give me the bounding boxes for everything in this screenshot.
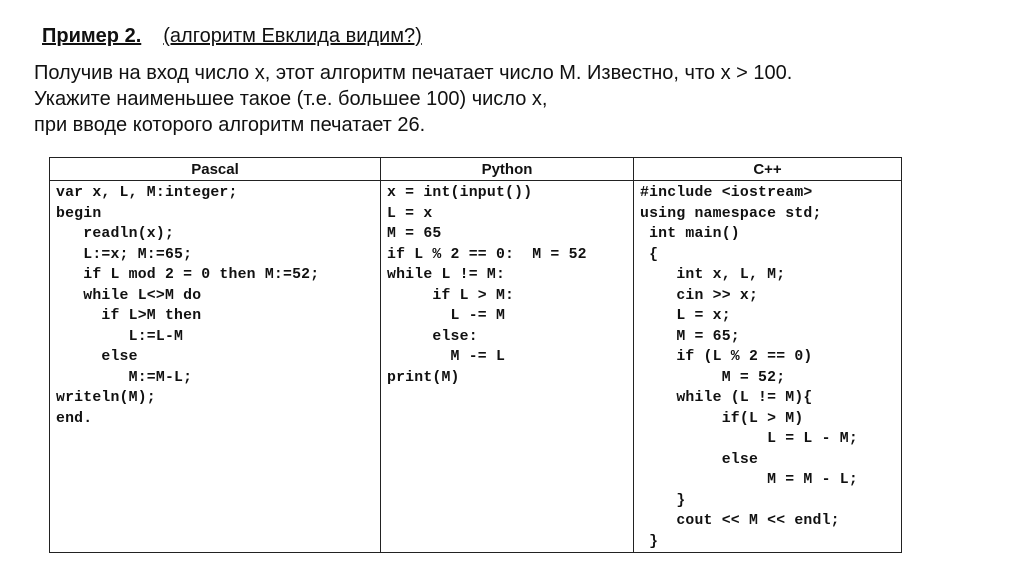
python-code-line: M = 65 (387, 226, 442, 242)
python-code-cell (381, 181, 634, 553)
cpp-code-line: if(L > M) (640, 410, 804, 427)
task-line: Получив на вход число x, этот алгоритм печатает число M. Известно, что x > 100. (34, 62, 793, 84)
column-header-cpp: C++ (634, 158, 902, 181)
cpp-code-line: while (L != M){ (640, 390, 813, 406)
pascal-code-line: L:=L-M (56, 328, 184, 345)
pascal-code-line: while L<>M do (56, 287, 202, 304)
cpp-code-line: int x, L, M; (640, 267, 786, 283)
python-code-line: if L % 2 == 0: M = 52 (387, 246, 587, 263)
cpp-code-line: } (640, 533, 659, 550)
task-statement (34, 60, 792, 138)
python-code-line: x = int(input()) (387, 185, 533, 201)
python-code-line: else: (387, 328, 478, 345)
column-header-pascal: Pascal (50, 158, 381, 181)
pascal-code-line: begin (56, 205, 102, 222)
cpp-code-line: using namespace std; (640, 205, 822, 222)
column-header-python: Python (381, 158, 634, 181)
cpp-code-line: { (640, 246, 659, 263)
example-subtitle: (алгоритм Евклида видим?) (163, 25, 422, 47)
page-title (42, 24, 422, 48)
pascal-code-line: M:=M-L; (56, 369, 193, 386)
code-table (49, 157, 902, 553)
cpp-code-line: } (640, 492, 686, 509)
python-code-line: L -= M (387, 308, 506, 324)
python-code-line: if L > M: (387, 287, 515, 304)
cpp-code-line: L = x; (640, 308, 731, 324)
python-code-line: while L != M: (387, 267, 506, 283)
cpp-code-line: int main() (640, 226, 740, 242)
pascal-code-line: readln(x); (56, 226, 175, 242)
cpp-code-line: if (L % 2 == 0) (640, 349, 813, 365)
cpp-code-line: M = 52; (640, 369, 786, 386)
cpp-code-line: #include <iostream> (640, 185, 813, 201)
task-line: при вводе которого алгоритм печатает 26. (34, 114, 426, 136)
pascal-code-line: if L mod 2 = 0 then M:=52; (56, 267, 320, 283)
cpp-code-line: else (640, 451, 759, 468)
pascal-code-line: L:=x; M:=65; (56, 246, 193, 263)
cpp-code-line: M = 65; (640, 328, 740, 345)
pascal-code-line: else (56, 349, 138, 365)
python-code-line: print(M) (387, 369, 460, 386)
python-code-line: L = x (387, 205, 433, 222)
cpp-code-line: L = L - M; (640, 431, 858, 447)
cpp-code-line: M = M - L; (640, 472, 858, 488)
cpp-code-line: cin >> x; (640, 287, 759, 304)
pascal-code-line: var x, L, M:integer; (56, 185, 238, 201)
example-number: Пример 2. (42, 25, 142, 47)
pascal-code-line: end. (56, 410, 93, 427)
cpp-code-line: cout << M << endl; (640, 513, 840, 529)
code-table-header (50, 158, 902, 181)
cpp-code-cell (634, 181, 902, 553)
pascal-code-line: writeln(M); (56, 390, 156, 406)
pascal-code-cell (50, 181, 381, 553)
pascal-code-line: if L>M then (56, 308, 202, 324)
task-line: Укажите наименьшее такое (т.е. большее 100) число x, (34, 88, 548, 110)
python-code-line: M -= L (387, 349, 506, 365)
